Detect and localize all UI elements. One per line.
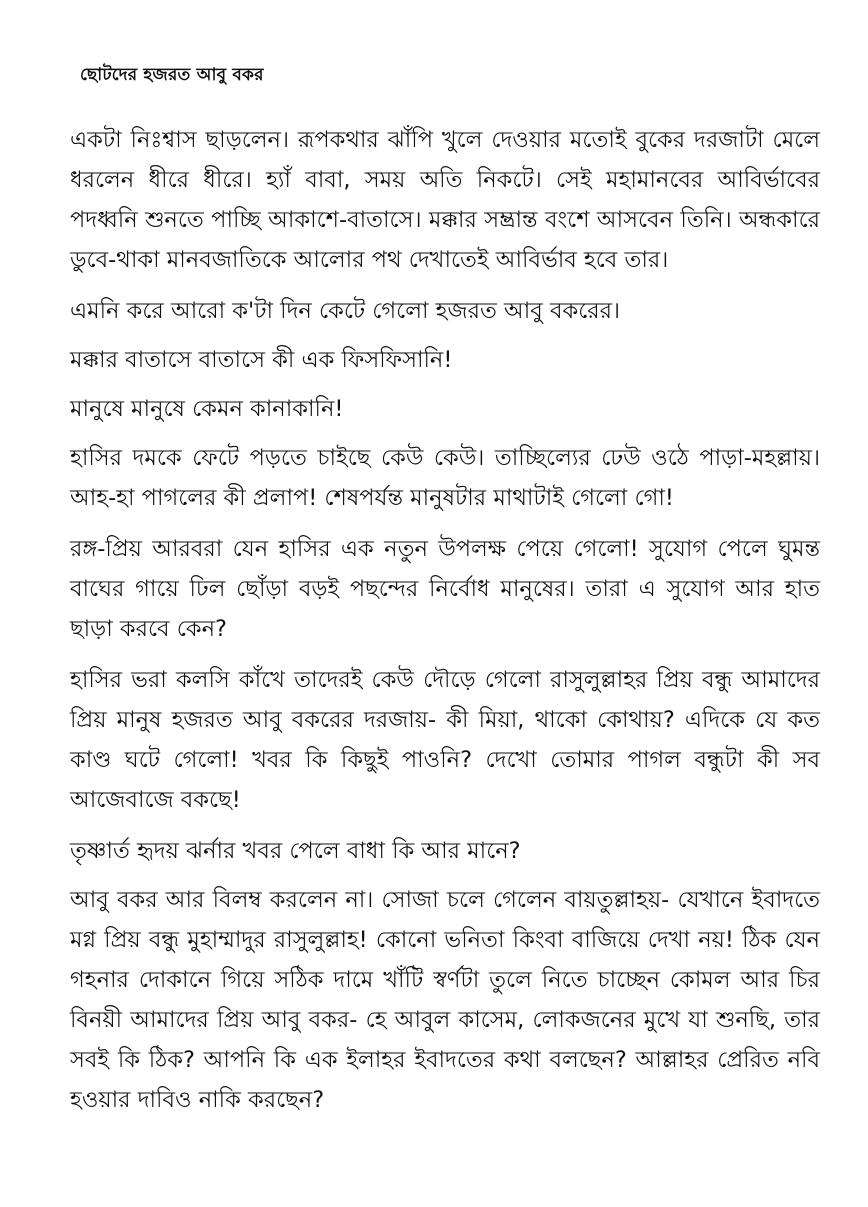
- paragraph-7: হাসির ভরা কলসি কাঁখে তাদেরই কেউ দৌড়ে গেলো রাসুলুল্লাহর প্রিয় বন্ধু আমাদের প্রিয় মানুষ হজরত আবু বকরের দরজায়- কী মিয়া, থাকো কোথায়? এদিকে যে কত কাণ্ড ঘটে গেলো! খবর কি কিছুই পাওনি? দেখো তোমার পাগল বন্ধুটা কী সব আজেবাজে বকছে!: [70, 667, 820, 813]
- paragraph-1: একটা নিঃশ্বাস ছাড়লেন। রূপকথার ঝাঁপি খুলে দেওয়ার মতোই বুকের দরজাটা মেলে ধরলেন ধীরে ধীরে। হ্যাঁ বাবা, সময় অতি নিকটে। সেই মহামানবের আবির্ভাবের পদধ্বনি শুনতে পাচ্ছি আকাশে-বাতাসে। মক্কার সম্ভ্রান্ত বংশে আসবেন তিনি। অন্ধকারে ডুবে-থাকা মানবজাতিকে আলোর পথ দেখাতেই আবির্ভাব হবে তার।: [70, 127, 820, 273]
- paragraph-9: আবু বকর আর বিলম্ব করলেন না। সোজা চলে গেলেন বায়তুল্লাহয়- যেখানে ইবাদতে মগ্ন প্রিয় বন্ধু মুহাম্মাদুর রাসুলুল্লাহ! কোনো ভনিতা কিংবা বাজিয়ে দেখা নয়! ঠিক যেন গহনার দোকানে গিয়ে সঠিক দামে খাঁটি স্বর্ণটা তুলে নিতে চাচ্ছেন কোমল আর চির বিনয়ী আমাদের প্রিয় আবু বকর- হে আবুল কাসেম, লোকজনের মুখে যা শুনছি, তার সবই কি ঠিক? আপনি কি এক ইলাহর ইবাদতের কথা বলছেন? আল্লাহর প্রেরিত নবি হওয়ার দাবিও নাকি করছেন?: [70, 887, 820, 1113]
- paragraph-5: হাসির দমকে ফেটে পড়তে চাইছে কেউ কেউ। তাচ্ছিল্যের ঢেউ ওঠে পাড়া-মহল্লায়। আহ-হা পাগলের কী প্রলাপ! শেষপর্যন্ত মানুষটার মাথাটাই গেলো গো!: [70, 445, 820, 511]
- paragraph-2: এমনি করে আরো ক'টা দিন কেটে গেলো হজরত আবু বকরের।: [70, 298, 621, 324]
- page-body: [70, 120, 820, 1120]
- running-header: ছোটদের হজরত আবু বকর: [80, 65, 264, 85]
- paragraph-3: মক্কার বাতাসে বাতাসে কী এক ফিসফিসানি!: [70, 347, 453, 373]
- paragraph-4: মানুষে মানুষে কেমন কানাকানি!: [70, 396, 344, 422]
- paragraph-6: রঙ্গ-প্রিয় আরবরা যেন হাসির এক নতুন উপলক্ষ পেয়ে গেলো! সুযোগ পেলে ঘুমন্ত বাঘের গায়ে ঢিল ছোঁড়া বড়ই পছন্দের নির্বোধ মানুষের। তারা এ সুযোগ আর হাত ছাড়া করবে কেন?: [70, 536, 820, 642]
- paragraph-8: তৃষ্ণার্ত হৃদয় ঝর্নার খবর পেলে বাধা কি আর মানে?: [70, 838, 521, 864]
